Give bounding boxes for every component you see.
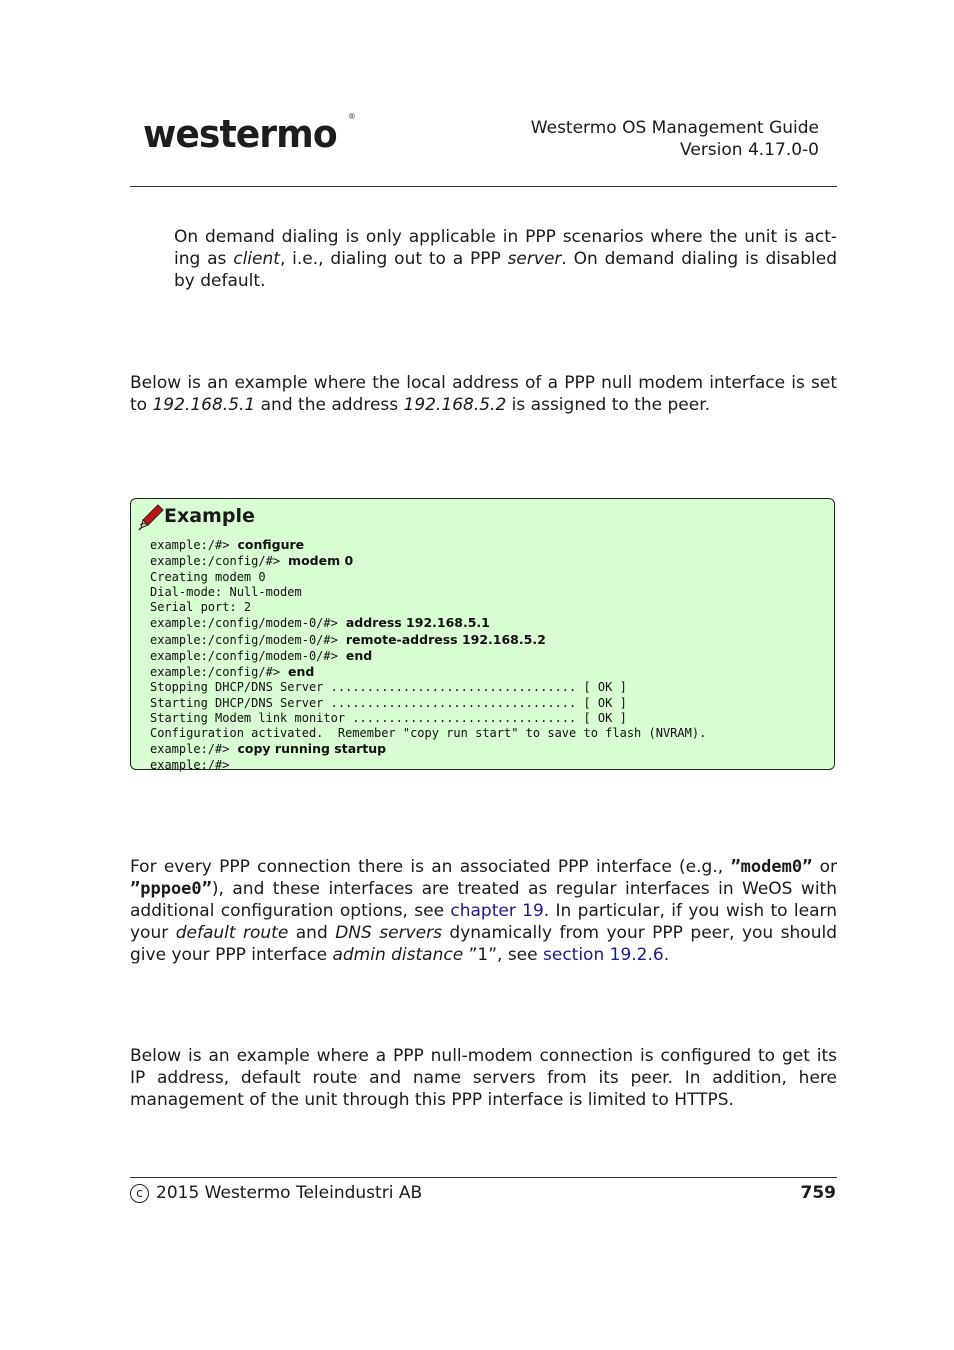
cli-line	[150, 600, 706, 615]
page-number: 759	[800, 1183, 836, 1203]
cli-output: Stopping DHCP/DNS Server .................................. [ OK ]	[150, 680, 627, 695]
cli-output: Creating modem 0	[150, 569, 266, 584]
cli-output: example:/config/modem-0/#>	[150, 632, 338, 647]
cli-transcript	[150, 537, 706, 773]
cli-line	[150, 537, 706, 553]
copyright-icon: c	[130, 1184, 149, 1203]
cli-output: example:/config/modem-0/#>	[150, 648, 338, 663]
cli-line	[150, 553, 706, 569]
logo-wordmark: westermo	[143, 112, 337, 156]
cli-line	[150, 726, 706, 741]
cli-command: remote-address 192.168.5.2	[345, 631, 546, 647]
example-title: Example	[164, 505, 255, 527]
cli-line	[150, 664, 706, 680]
cli-command: modem 0	[288, 553, 354, 569]
cli-output: example:/#>	[150, 742, 230, 757]
guide-version: Version 4.17.0-0	[680, 140, 819, 160]
https-management-intro: Below is an example where a PPP null-modem connection is configured to get its IP address, default route and name servers from its peer. In addition, here management of the unit through this PPP interface is limited to HTTPS.	[130, 1046, 837, 1110]
westermo-logo	[139, 110, 356, 158]
cli-output: Starting DHCP/DNS Server .................................. [ OK ]	[150, 695, 627, 710]
footer-rule	[130, 1177, 837, 1178]
cli-output: example:/#>	[150, 757, 230, 772]
cli-line	[150, 758, 706, 773]
cli-line	[150, 741, 706, 757]
modem0-literal: ”modem0”	[730, 857, 813, 877]
footer-copyright	[130, 1183, 422, 1203]
on-demand-note: On demand dialing is only applicable in PPP scenarios where the unit is act-ing as client, i.e., dialing out to a PPP server. On demand dialing is disabled by default.	[174, 227, 837, 291]
section-19-2-6-link[interactable]: section 19.2.6	[543, 945, 664, 965]
logo-registered-mark: ®	[347, 112, 356, 121]
null-modem-intro: Below is an example where the local address of a PPP null modem interface is set to 192.168.5.1 and the address 192.168.5.2 is assigned to the peer.	[130, 373, 837, 415]
cli-command: configure	[237, 537, 305, 552]
cli-line	[150, 570, 706, 585]
cli-line	[150, 585, 706, 600]
pen-icon	[138, 503, 164, 531]
cli-command: end	[345, 647, 373, 663]
document-header	[531, 117, 819, 161]
cli-command: copy running startup	[237, 741, 387, 757]
copyright-text: 2015 Westermo Teleindustri AB	[156, 1183, 423, 1203]
cli-line	[150, 680, 706, 695]
cli-line	[150, 615, 706, 631]
chapter-19-link[interactable]: chapter 19	[450, 901, 544, 921]
pppoe0-literal: ”pppoe0”	[130, 879, 212, 899]
cli-output: example:/config/#>	[150, 554, 281, 569]
cli-output: Dial-mode: Null-modem	[150, 584, 302, 599]
example-box	[130, 498, 835, 770]
cli-line	[150, 632, 706, 648]
cli-command: end	[288, 664, 315, 679]
ppp-interface-paragraph: For every PPP connection there is an associated PPP interface (e.g., ”modem0” or ”pppoe0”), and these interfaces are treated as regular interfaces in WeOS with additional configuration options, see chapter 19. In particular, if you wish to learn your default route and DNS servers dynamically from your PPP peer, you should give your PPP interface admin distance ”1”, see section 19.2.6.	[130, 857, 837, 965]
cli-line	[150, 711, 706, 726]
cli-output: Configuration activated. Remember "copy run start" to save to flash (NVRAM).	[150, 726, 707, 740]
cli-output: Starting Modem link monitor ............................... [ OK ]	[150, 710, 627, 725]
cli-command: address 192.168.5.1	[345, 615, 490, 631]
guide-title: Westermo OS Management Guide	[530, 118, 819, 138]
cli-output: example:/#>	[150, 538, 230, 552]
cli-output: Serial port: 2	[150, 600, 252, 614]
cli-output: example:/config/modem-0/#>	[150, 616, 338, 631]
header-rule	[130, 186, 837, 187]
cli-line	[150, 696, 706, 711]
cli-line	[150, 648, 706, 664]
cli-output: example:/config/#>	[150, 665, 281, 679]
